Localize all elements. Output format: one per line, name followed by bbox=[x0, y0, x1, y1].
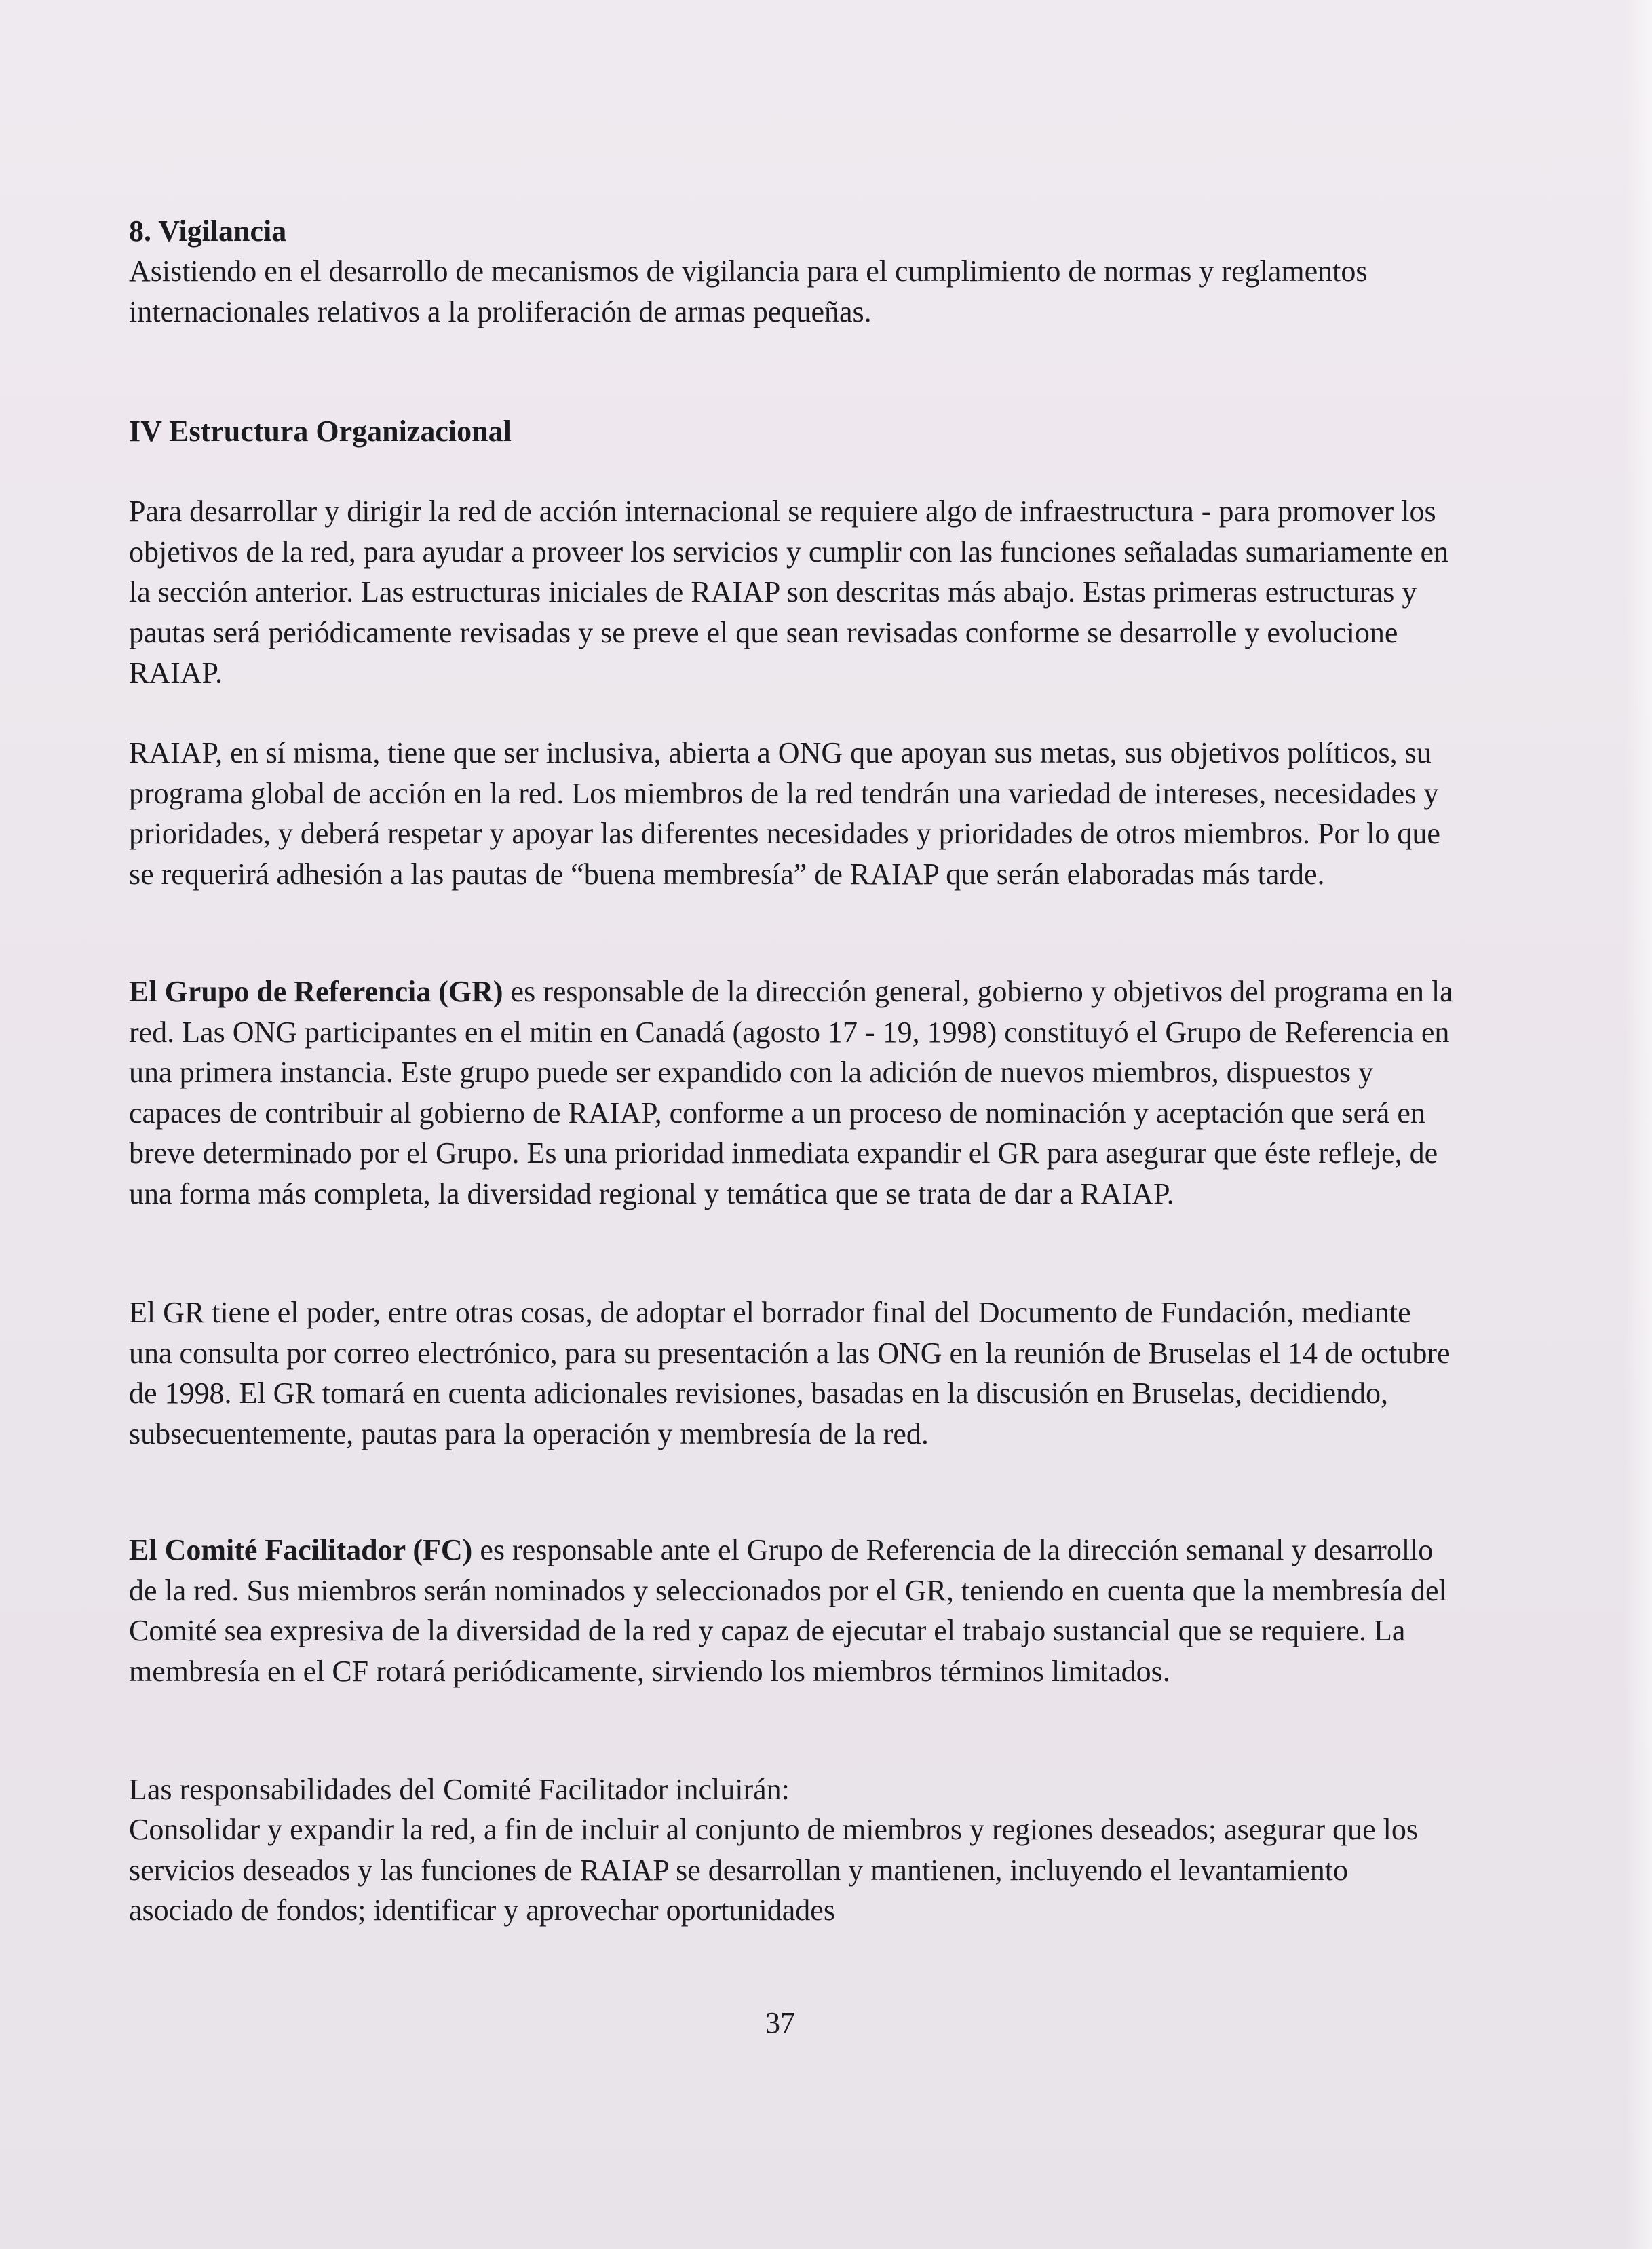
paragraph-gr-poder: El GR tiene el poder, entre otras cosas, de adoptar el borrador final del Documento de Fundación, mediante una consulta por correo electrónico, para su presentación a las ONG en la reunión de Bruselas el 14 de octubre de 1998. El GR tomará en cuenta adicionales revisiones, basadas en la discusión en Bruselas, decidiendo, subsecuentemente, pautas para la operación y membresía de la red. bbox=[129, 1296, 1451, 1450]
paragraph-comite-facilitador bbox=[129, 1530, 1459, 1691]
section-iv-heading: IV Estructura Organizacional bbox=[129, 415, 512, 448]
responsabilidades-text: Consolidar y expandir la red, a fin de incluir al conjunto de miembros y regiones deseados; asegurar que los servicios deseados y las funciones de RAIAP se desarrollan y mantienen, incluyendo el levantamiento asociado de fondos; identificar y aprovechar oportunidades bbox=[129, 1813, 1419, 1927]
paragraph-infraestructura: Para desarrollar y dirigir la red de acción internacional se requiere algo de infraestructura - para promover los objetivos de la red, para ayudar a proveer los servicios y cumplir con las funciones señaladas sumariamente en la sección anterior. Las estructuras iniciales de RAIAP son descritas más abajo. Estas primeras estructuras y pautas será periódicamente revisadas y se preve el que sean revisadas conforme se desarrolle y evolucione RAIAP. bbox=[129, 495, 1449, 689]
paragraph-grupo-referencia bbox=[129, 972, 1459, 1214]
responsabilidades-intro: Las responsabilidades del Comité Facilitador incluirán: bbox=[129, 1773, 790, 1806]
comite-facilitador-text: es responsable ante el Grupo de Referencia de la dirección semanal y desarrollo de la red. Sus miembros serán nominados y seleccionados por el GR, teniendo en cuenta que la membresía del Comité sea expresiva de la diversidad de la red y capaz de ejecutar el trabajo sustancial que se requiere. La membresía en el CF rotará periódicamente, sirviendo los miembros términos limitados. bbox=[129, 1533, 1447, 1688]
grupo-referencia-text: es responsable de la dirección general, gobierno y objetivos del programa en la red. Las ONG participantes en el mitin en Canadá (agosto 17 - 19, 1998) constituyó el Grupo de Referencia en una primera instancia. Este grupo puede ser expandido con la adición de nuevos miembros, dispuestos y capaces de contribuir al gobierno de RAIAP, conforme a un proceso de nominación y aceptación que será en breve determinado por el Grupo. Es una prioridad inmediata expandir el GR para asegurar que éste refleje, de una forma más completa, la diversidad regional y temática que se trata de dar a RAIAP. bbox=[129, 975, 1453, 1210]
paragraph-inclusiva: RAIAP, en sí misma, tiene que ser inclusiva, abierta a ONG que apoyan sus metas, sus objetivos políticos, su programa global de acción en la red. Los miembros de la red tendrán una variedad de intereses, necesidades y prioridades, y deberá respetar y apoyar las diferentes necesidades y prioridades de otros miembros. Por lo que se requerirá adhesión a las pautas de “buena membresía” de RAIAP que serán elaboradas más tarde. bbox=[129, 736, 1440, 891]
page-edge-shadow bbox=[1625, 0, 1652, 2249]
page-number: 37 bbox=[765, 2006, 795, 2039]
section-8-text: Asistiendo en el desarrollo de mecanismos de vigilancia para el cumplimiento de normas y reglamentos internacionales relativos a la proliferación de armas pequeñas. bbox=[129, 254, 1368, 328]
section-8-heading: 8. Vigilancia bbox=[129, 214, 287, 248]
grupo-referencia-label: El Grupo de Referencia (GR) bbox=[129, 975, 503, 1008]
comite-facilitador-label: El Comité Facilitador (FC) bbox=[129, 1533, 473, 1566]
